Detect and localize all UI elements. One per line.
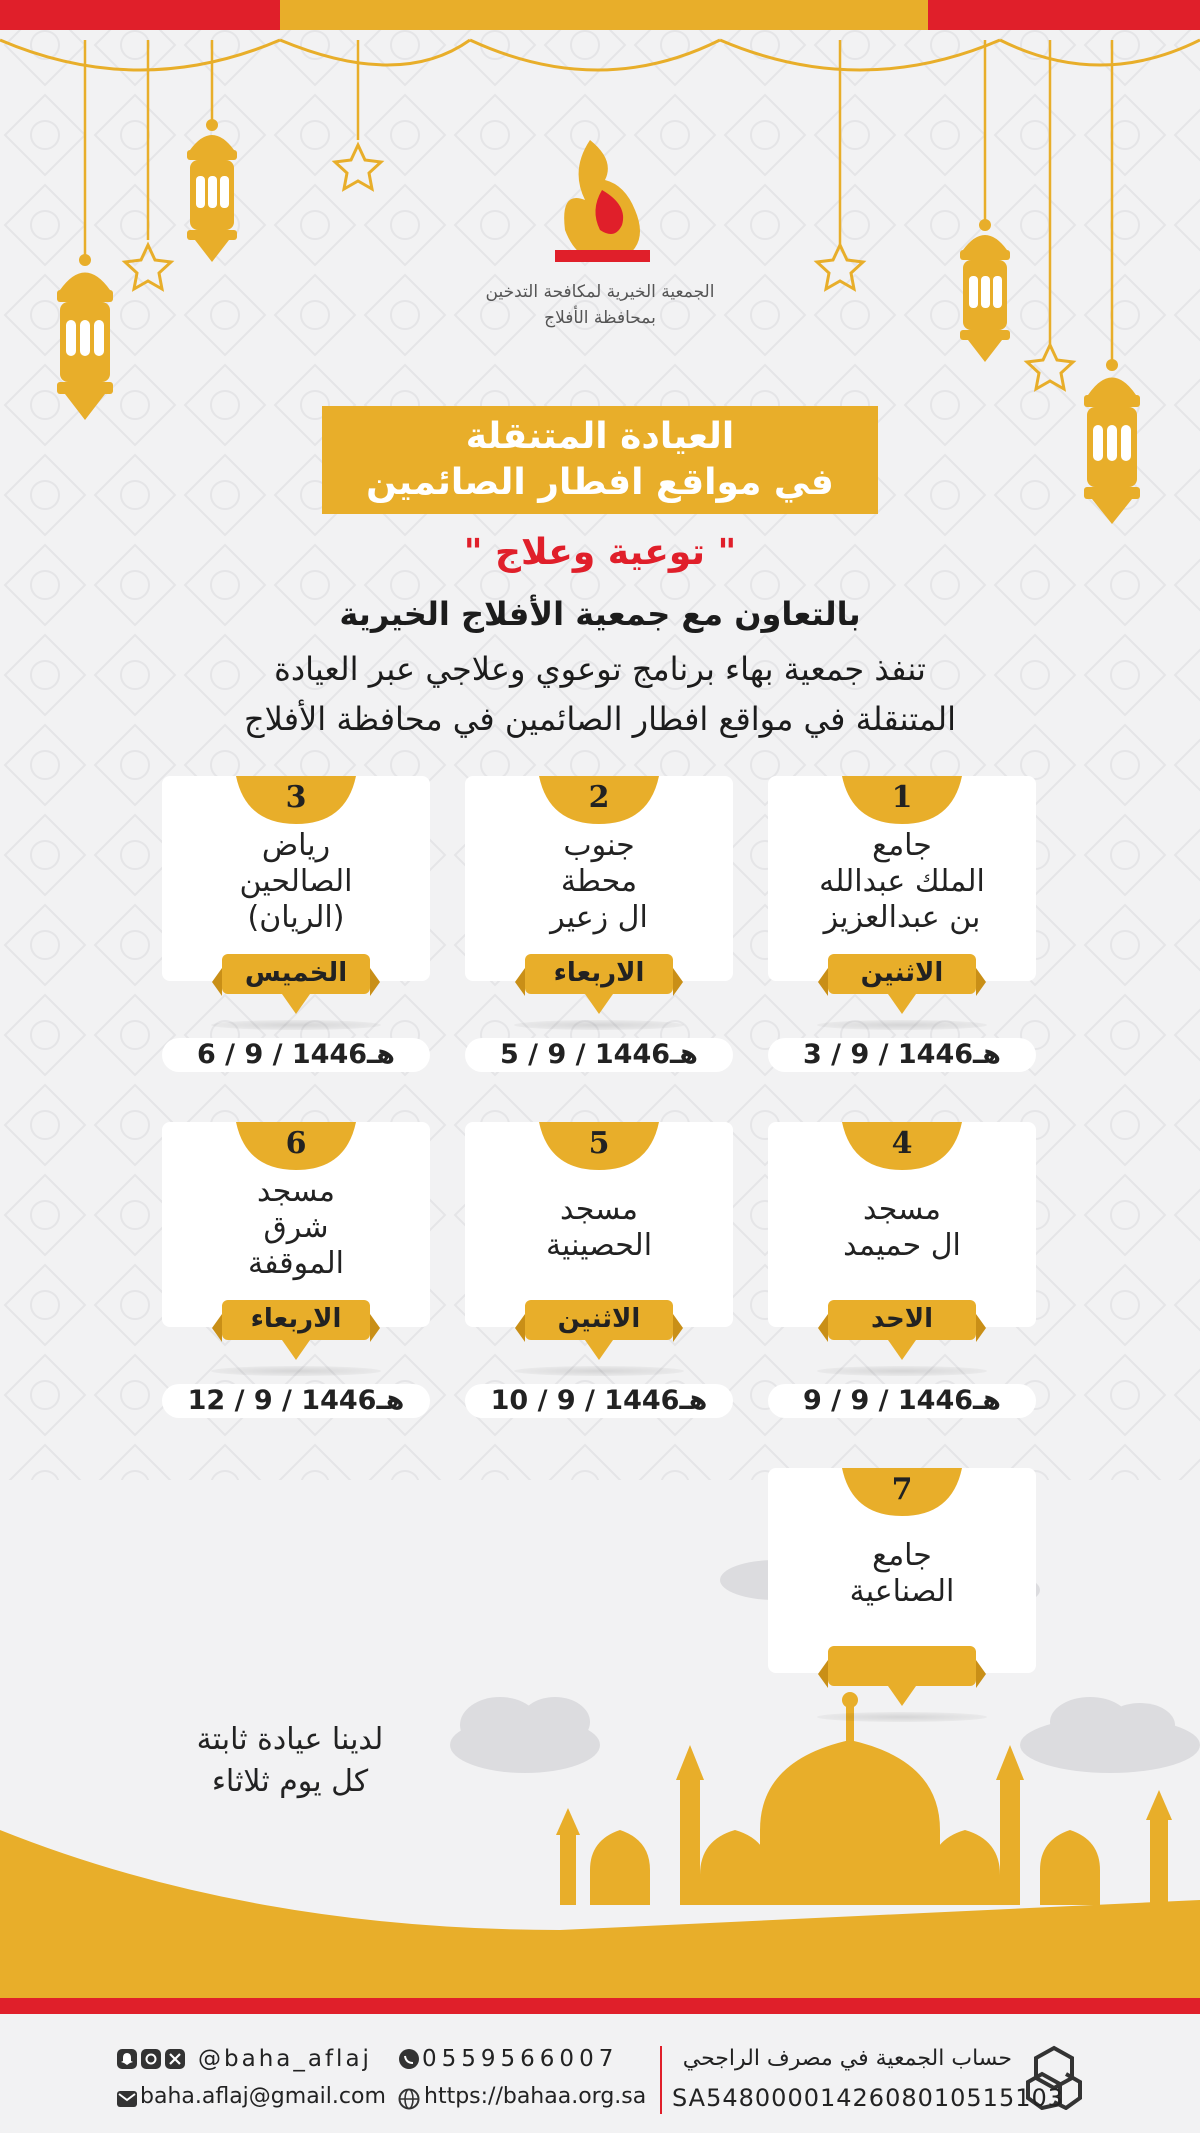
email-address[interactable]: baha.aflaj@gmail.com [140,2084,386,2109]
ribbon-shadow [817,1366,987,1376]
x-twitter-icon[interactable] [164,2048,186,2070]
location-name-line: رياض [261,828,331,863]
globe-icon[interactable] [398,2088,420,2110]
location-number: 3 [285,780,307,815]
fixed-clinic-note-line-2: كل يوم ثلاثاء [211,1764,369,1799]
day-label: الاحد [870,1304,934,1334]
location-number: 4 [891,1126,913,1161]
location-name-line: مسجد [863,1192,941,1227]
location-name-line: شرق [263,1210,329,1245]
logo-flame-icon [440,130,760,280]
instagram-icon[interactable] [140,2048,162,2070]
description-line-2: المتنقلة في مواقع افطار الصائمين في محافظة الأفلاج [243,700,957,738]
location-name-line: ال حميمد [843,1228,961,1263]
day-label: الاربعاء [553,958,645,988]
ribbon-shadow [817,1712,987,1722]
location-card [768,1122,1036,1327]
ribbon-shadow [817,1020,987,1030]
logo-org-region: بمحافظة الأفلاج [544,308,656,328]
headline-line-2: في مواقع افطار الصائمين [366,462,834,503]
location-name-line: جنوب [563,828,635,863]
footer-red-divider [0,1998,1200,2014]
day-label: الخميس [244,958,348,988]
location-number: 7 [891,1472,913,1507]
location-number: 6 [285,1126,307,1161]
location-number: 2 [588,780,610,815]
date-pill: 12 / 9 / 1446هـ [162,1384,430,1418]
headline-banner [322,406,878,514]
location-card [465,776,733,981]
day-ribbon [818,1646,986,1708]
location-name-line: الصناعية [849,1574,955,1609]
ribbon-shadow [211,1366,381,1376]
date-pill: 9 / 9 / 1446هـ [768,1384,1036,1418]
location-number: 5 [588,1126,610,1161]
location-name-line: الملك عبدالله [819,864,985,899]
location-number: 1 [891,780,913,815]
bank-iban: SA5480000142608010515103 [672,2084,1065,2112]
ribbon-shadow [514,1020,684,1030]
organization-logo [440,130,760,340]
location-card [162,776,430,981]
footer [0,2014,1200,2133]
day-label: الاثنين [557,1304,641,1334]
day-label: الاربعاء [250,1304,342,1334]
location-name-line: مسجد [257,1174,335,1209]
location-card [768,1468,1036,1673]
phone-number[interactable]: 0559566007 [422,2046,619,2072]
location-card [162,1122,430,1327]
day-label: الاثنين [860,958,944,988]
location-card [768,776,1036,981]
whatsapp-icon[interactable] [398,2048,420,2070]
ribbon-shadow [211,1020,381,1030]
fixed-clinic-note-line-1: لدينا عيادة ثابتة [196,1722,384,1757]
social-handle[interactable]: @baha_aflaj [198,2046,372,2072]
bank-account-label: حساب الجمعية في مصرف الراجحي [682,2046,1012,2071]
description-line-1: تنفذ جمعية بهاء برنامج توعوي وعلاجي عبر العيادة [274,650,926,688]
location-name-line: بن عبدالعزيز [823,900,981,935]
location-name-line: (الريان) [247,900,345,935]
location-name-line: الموقفة [248,1246,344,1281]
snapchat-icon[interactable] [116,2048,138,2070]
date-pill: 10 / 9 / 1446هـ [465,1384,733,1418]
location-name-line: الصالحين [239,864,353,899]
location-card [465,1122,733,1327]
headline-line-1: العيادة المتنقلة [465,416,735,457]
location-name-line: محطة [560,864,638,899]
logo-org-name: الجمعية الخيرية لمكافحة التدخين [485,282,715,302]
tagline: " توعية وعلاج " [463,532,737,573]
location-name-line: مسجد [560,1192,638,1227]
location-name-line: جامع [872,1538,932,1573]
date-pill: 3 / 9 / 1446هـ [768,1038,1036,1072]
location-name-line: ال زعير [550,900,648,935]
date-pill: 5 / 9 / 1446هـ [465,1038,733,1072]
footer-vertical-divider [660,2046,662,2114]
website-link[interactable]: https://bahaa.org.sa [424,2084,647,2109]
location-name-line: جامع [872,828,932,863]
date-pill: 6 / 9 / 1446هـ [162,1038,430,1072]
collaboration-text: بالتعاون مع جمعية الأفلاج الخيرية [339,595,861,633]
ribbon-shadow [514,1366,684,1376]
email-icon[interactable] [116,2088,138,2110]
location-name-line: الحصينية [545,1228,653,1263]
